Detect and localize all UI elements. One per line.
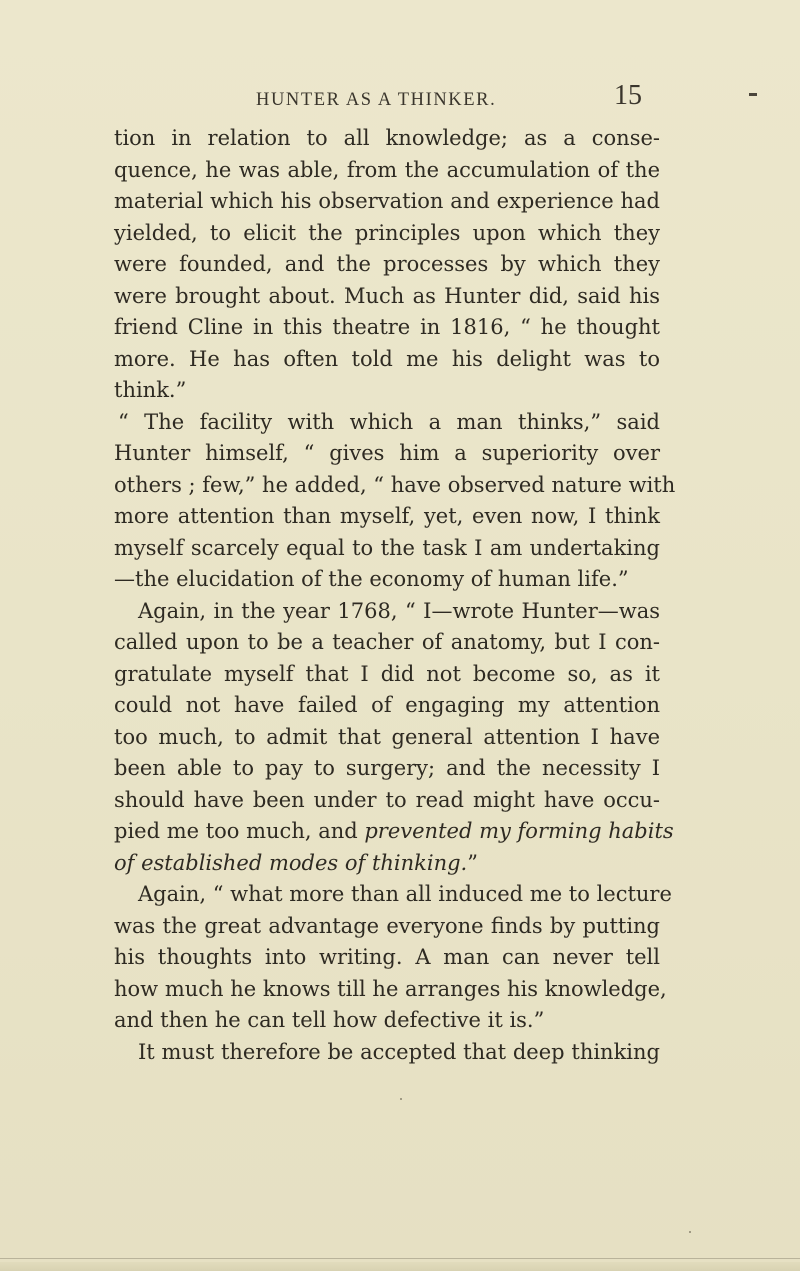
page-edge-rule xyxy=(0,1258,800,1259)
text-line: friend Cline in this theatre in 1816, “ he thought xyxy=(114,315,660,339)
page-number: 15 xyxy=(614,80,642,111)
text-line: quence, he was able, from the accumulation of the xyxy=(114,157,660,182)
text-line: could not have failed of engaging my attention xyxy=(114,693,660,717)
running-title: HUNTER AS A THINKER. xyxy=(256,90,497,110)
margin-mark xyxy=(749,93,757,96)
text-line: more attention than myself, yet, even now, I think xyxy=(114,504,660,528)
text-run: pied me too much, and xyxy=(114,819,365,843)
text-line: too much, to admit that general attention I have xyxy=(114,724,660,749)
text-line: was the great advantage everyone finds by putting xyxy=(114,913,660,938)
text-line: were founded, and the processes by which they xyxy=(114,252,660,276)
body-text xyxy=(114,123,676,1068)
text-line: material which his observation and experience had xyxy=(114,189,660,213)
text-line: tion in relation to all knowledge; as a conse- xyxy=(114,126,660,150)
text-line: called upon to be a teacher of anatomy, but I con- xyxy=(114,630,660,654)
text-line: Again, in the year 1768, “ I—wrote Hunter—was xyxy=(138,598,660,623)
text-line: how much he knows till he arranges his knowledge, xyxy=(114,976,667,1001)
text-line: Hunter himself, “ gives him a superiority over xyxy=(114,441,660,465)
text-line: It must therefore be accepted that deep thinking xyxy=(138,1039,660,1064)
text-line: should have been under to read might have occu- xyxy=(114,787,660,812)
text-line: his thoughts into writing. A man can never tell xyxy=(114,945,660,969)
text-line: yielded, to elicit the principles upon which they xyxy=(114,220,660,245)
running-head xyxy=(0,80,800,116)
text-run: ” xyxy=(467,850,478,875)
text-line: and then he can tell how defective it is.” xyxy=(114,1008,545,1032)
text-line: been able to pay to surgery; and the necessity I xyxy=(114,756,660,780)
text-line: others ; few,” he added, “ have observed nature with xyxy=(114,472,676,497)
page-bottom-edge xyxy=(0,1262,800,1271)
text-line: myself scarcely equal to the task I am undertaking xyxy=(114,535,660,560)
text-line xyxy=(114,816,674,848)
text-line xyxy=(114,848,660,880)
italic-text: prevented my forming habits xyxy=(364,819,674,843)
italic-text: of established modes of thinking. xyxy=(114,850,468,875)
text-line: gratulate myself that I did not become so, as it xyxy=(114,661,660,686)
text-line: more. He has often told me his delight was to xyxy=(114,346,660,371)
text-line: were brought about. Much as Hunter did, said his xyxy=(114,283,660,308)
text-line: “ The facility with which a man thinks,” said xyxy=(118,409,660,434)
paper-speck xyxy=(400,1098,402,1100)
text-line: —the elucidation of the economy of human life.” xyxy=(114,567,629,591)
text-line: think.” xyxy=(114,378,187,402)
text-line: Again, “ what more than all induced me to lecture xyxy=(138,882,672,906)
paper-speck xyxy=(689,1231,691,1233)
